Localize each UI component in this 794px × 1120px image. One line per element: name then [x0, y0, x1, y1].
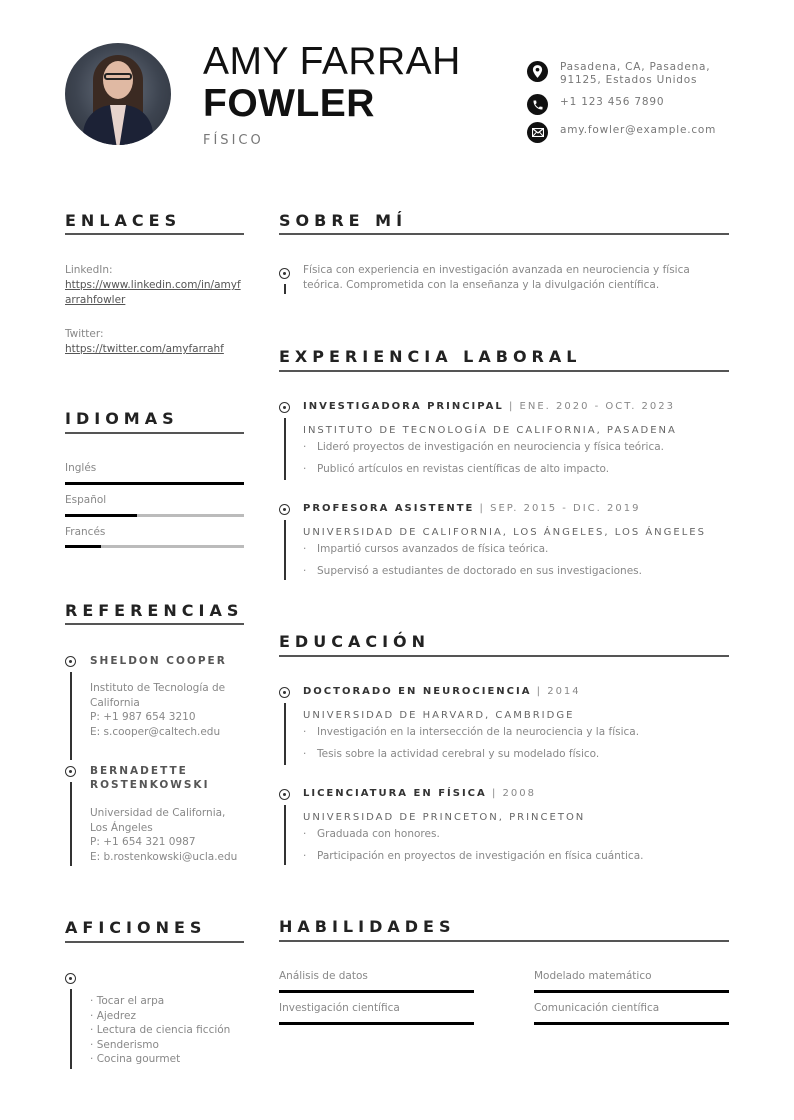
skill-level-bar	[279, 1022, 474, 1025]
list-item: · Senderismo	[90, 1038, 230, 1053]
divider	[65, 432, 244, 434]
education-year: 2014	[547, 686, 581, 697]
section-title-education: EDUCACIÓN	[279, 632, 431, 651]
reference-email[interactable]: E: b.rostenkowski@ucla.edu	[90, 850, 238, 863]
skill-name: Modelado matemático	[534, 970, 652, 982]
section-title-skills: HABILIDADES	[279, 917, 456, 936]
email-text[interactable]: amy.fowler@example.com	[560, 124, 717, 136]
timeline-dot-icon	[279, 687, 290, 698]
linkedin-link[interactable]: https://www.linkedin.com/in/amyfarrahfowler	[65, 279, 241, 306]
education-year: 2008	[502, 788, 536, 799]
contact-address	[527, 61, 747, 87]
list-item: · Cocina gourmet	[90, 1052, 230, 1067]
divider	[65, 941, 244, 943]
divider	[65, 623, 244, 625]
profile-photo	[65, 43, 171, 145]
education-org: UNIVERSIDAD DE PRINCETON, PRINCETON	[303, 812, 586, 823]
reference-name: BERNADETTE ROSTENKOWSKI	[90, 765, 210, 791]
education-org: UNIVERSIDAD DE HARVARD, CAMBRIDGE	[303, 710, 575, 721]
list-item: · Tocar el arpa	[90, 994, 230, 1009]
skill-name: Análisis de datos	[279, 970, 368, 982]
timeline-dot-icon	[279, 504, 290, 515]
reference-details	[90, 806, 240, 864]
education-heading: LICENCIATURA EN FÍSICA | 2008	[303, 788, 536, 799]
language-level-bar	[65, 545, 244, 548]
timeline-line	[70, 782, 72, 866]
timeline-line	[284, 418, 286, 480]
job-heading: PROFESORA ASISTENTE | SEP. 2015 - DIC. 2019	[303, 503, 641, 514]
reference-org: Universidad de California, Los Ángeles	[90, 807, 226, 834]
education-bullet: · Investigación en la intersección de la neurociencia y la física.	[303, 726, 639, 738]
links-linkedin	[65, 263, 245, 308]
job-dates: ENE. 2020 - OCT. 2023	[519, 401, 676, 412]
job-title: FÍSICO	[203, 133, 264, 148]
skill-level-bar	[534, 990, 729, 993]
job-role: PROFESORA ASISTENTE	[303, 503, 475, 514]
job-bullet: · Lideró proyectos de investigación en neurociencia y física teórica.	[303, 441, 664, 453]
timeline-dot-icon	[279, 789, 290, 800]
name-last: FOWLER	[203, 82, 375, 125]
timeline-dot-icon	[279, 268, 290, 279]
section-title-about: SOBRE MÍ	[279, 211, 408, 230]
section-title-links: ENLACES	[65, 211, 182, 230]
section-title-experience: EXPERIENCIA LABORAL	[279, 347, 582, 366]
name-first: AMY FARRAH	[203, 40, 461, 83]
education-bullet: · Graduada con honores.	[303, 828, 440, 840]
reference-phone: P: +1 987 654 3210	[90, 711, 196, 723]
linkedin-label: LinkedIn:	[65, 264, 113, 276]
job-bullet: · Publicó artículos en revistas científicas de alto impacto.	[303, 463, 609, 475]
skill-name: Comunicación científica	[534, 1002, 660, 1014]
timeline-line	[70, 989, 72, 1069]
language-level-bar	[65, 514, 244, 517]
divider	[279, 233, 729, 235]
education-degree: DOCTORADO EN NEUROCIENCIA	[303, 686, 532, 697]
timeline-line	[70, 672, 72, 760]
contact-email	[527, 122, 747, 143]
timeline-dot-icon	[279, 402, 290, 413]
skill-name: Investigación científica	[279, 1002, 400, 1014]
phone-text: +1 123 456 7890	[560, 96, 665, 108]
language-level-bar	[65, 482, 244, 485]
reference-org: Instituto de Tecnología de California	[90, 682, 226, 709]
timeline-dot-icon	[65, 973, 76, 984]
location-pin-icon	[527, 61, 548, 82]
twitter-label: Twitter:	[65, 328, 104, 340]
education-degree: LICENCIATURA EN FÍSICA	[303, 788, 487, 799]
reference-phone: P: +1 654 321 0987	[90, 836, 196, 848]
hobbies-list	[90, 994, 230, 1067]
section-title-references: REFERENCIAS	[65, 601, 244, 620]
job-org: UNIVERSIDAD DE CALIFORNIA, LOS ÁNGELES, LOS ÁNGELES	[303, 527, 706, 538]
address-text: Pasadena, CA, Pasadena, 91125, Estados Unidos	[560, 61, 711, 86]
divider	[65, 233, 244, 235]
timeline-line	[284, 520, 286, 580]
list-item: · Lectura de ciencia ficción	[90, 1023, 230, 1038]
skill-level-bar	[279, 990, 474, 993]
email-icon	[527, 122, 548, 143]
timeline-line	[284, 284, 286, 294]
timeline-dot-icon	[65, 656, 76, 667]
job-org: INSTITUTO DE TECNOLOGÍA DE CALIFORNIA, PASADENA	[303, 425, 677, 436]
timeline-line	[284, 805, 286, 865]
education-bullet: · Participación en proyectos de investigación en física cuántica.	[303, 850, 643, 862]
section-title-languages: IDIOMAS	[65, 409, 179, 428]
education-heading: DOCTORADO EN NEUROCIENCIA | 2014	[303, 686, 581, 697]
job-dates: SEP. 2015 - DIC. 2019	[490, 503, 641, 514]
job-bullet: · Supervisó a estudiantes de doctorado en sus investigaciones.	[303, 565, 642, 577]
about-text: Física con experiencia en investigación avanzada en neurociencia y física teórica. Comprometida con la enseñanza y la divulgación científica.	[303, 264, 690, 291]
job-bullet: · Impartió cursos avanzados de física teórica.	[303, 543, 548, 555]
divider	[279, 940, 729, 942]
reference-name: SHELDON COOPER	[90, 655, 227, 667]
contact-phone	[527, 94, 747, 115]
links-twitter	[65, 327, 245, 357]
section-title-hobbies: AFICIONES	[65, 918, 207, 937]
twitter-link[interactable]: https://twitter.com/amyfarrahf	[65, 343, 224, 355]
education-bullet: · Tesis sobre la actividad cerebral y su modelado físico.	[303, 748, 599, 760]
phone-icon	[527, 94, 548, 115]
list-item: · Ajedrez	[90, 1009, 230, 1024]
job-heading: INVESTIGADORA PRINCIPAL | ENE. 2020 - OCT. 2023	[303, 401, 676, 412]
timeline-dot-icon	[65, 766, 76, 777]
skill-level-bar	[534, 1022, 729, 1025]
language-name: Inglés	[65, 462, 97, 474]
job-role: INVESTIGADORA PRINCIPAL	[303, 401, 504, 412]
divider	[279, 370, 729, 372]
reference-details	[90, 681, 240, 739]
language-name: Francés	[65, 526, 106, 538]
reference-email[interactable]: E: s.cooper@caltech.edu	[90, 725, 221, 738]
timeline-line	[284, 703, 286, 765]
divider	[279, 655, 729, 657]
language-name: Español	[65, 494, 107, 506]
